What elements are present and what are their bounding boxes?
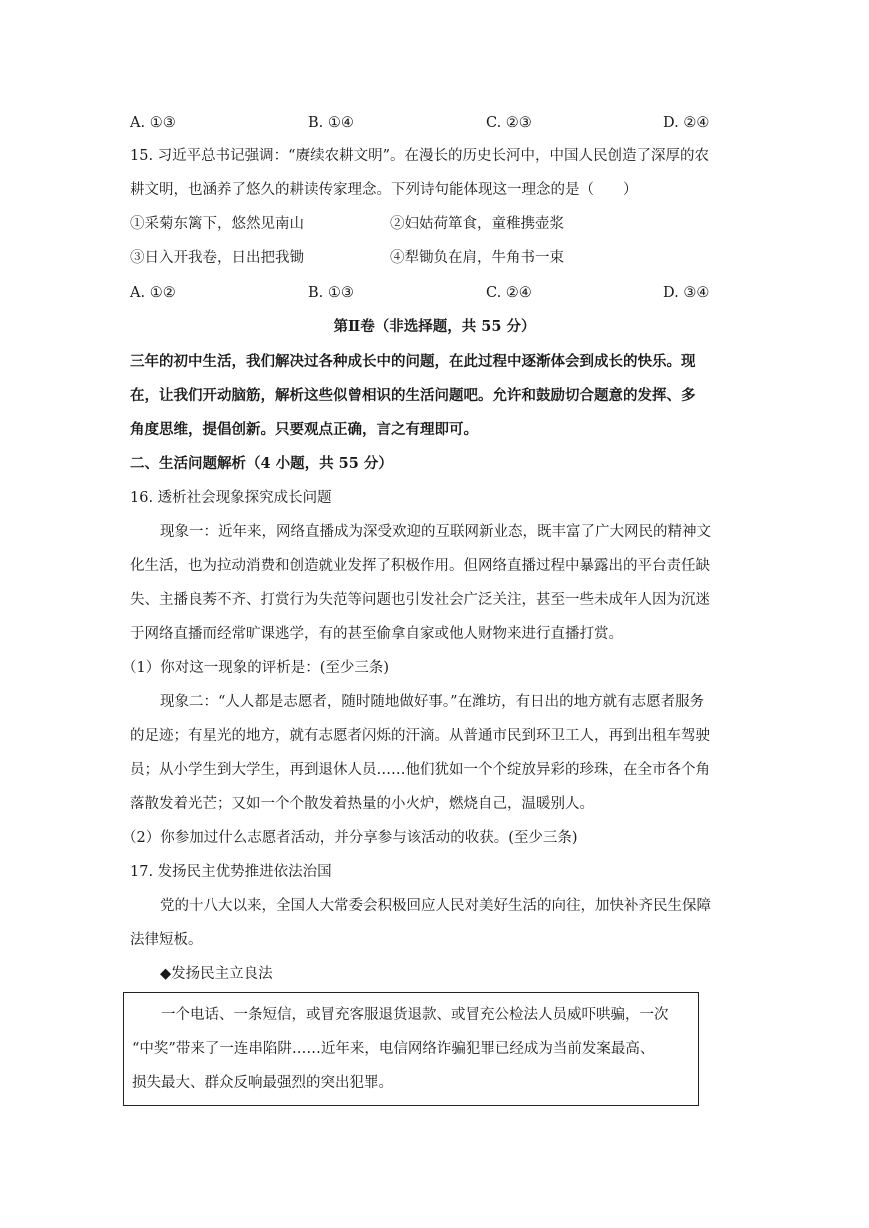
- option-d: D. ②④: [663, 115, 710, 131]
- q16-subquestion-2: （2）你参加过什么志愿者活动，并分享参与该活动的收获。(至少三条): [122, 830, 578, 846]
- section-heading: 二、生活问题解析（4 小题，共 55 分）: [130, 455, 393, 472]
- q15-question-line-1: 15. 习近平总书记强调：“赓续农耕文明”。在漫长的历史长河中，中国人民创造了深厚的农: [130, 148, 709, 164]
- q14-options: [130, 113, 730, 133]
- q16-subquestion-1: （1）你对这一现象的评析是：(至少三条): [122, 660, 390, 676]
- box-line-2: “中奖”带来了一连串陷阱……近年来，电信网络诈骗犯罪已经成为当前发案最高、: [132, 1041, 655, 1057]
- option-b: B. ①④: [308, 115, 354, 131]
- q17-paragraph-line-2: 法律短板。: [130, 932, 203, 948]
- q16-paragraph-1-line-2: 化生活，也为拉动消费和创造就业发挥了积极作用。但网络直播过程中暴露出的平台责任缺: [130, 558, 710, 574]
- option-b: B. ①③: [308, 285, 354, 301]
- q17-paragraph-line-1: 党的十八大以来，全国人大常委会积极回应人民对美好生活的向往，加快补齐民生保障: [160, 898, 711, 914]
- option-a: A. ①②: [130, 285, 176, 301]
- option-c: C. ②④: [486, 285, 532, 301]
- part2-intro-line-3: 角度思维，提倡创新。只要观点正确，言之有理即可。: [130, 421, 478, 438]
- q16-title: 16. 透析社会现象探究成长问题: [130, 490, 332, 506]
- q16-paragraph-2-line-3: 员；从小学生到大学生，再到退休人员……他们犹如一个个绽放异彩的珍珠，在全市各个角: [130, 762, 710, 778]
- q16-paragraph-2-line-4: 落散发着光芒；又如一个个散发着热量的小火炉，燃烧自己，温暖别人。: [130, 796, 594, 812]
- q17-bullet-heading: ◆发扬民主立良法: [160, 966, 273, 982]
- option-c: C. ②③: [486, 115, 532, 131]
- q16-paragraph-2-line-2: 的足迹；有星光的地方，就有志愿者闪烁的汗滴。从普通市民到环卫工人，再到出租车驾驶: [130, 728, 710, 744]
- part2-intro-line-2: 在，让我们开动脑筋，解析这些似曾相识的生活问题吧。允许和鼓励切合题意的发挥、多: [130, 387, 696, 404]
- q15-question-line-2: 耕文明，也涵养了悠久的耕读传家理念。下列诗句能体现这一理念的是（ ）: [130, 182, 638, 198]
- option-d: D. ③④: [663, 285, 710, 301]
- q16-paragraph-1-line-3: 失、主播良莠不齐、打赏行为失范等问题也引发社会广泛关注，甚至一些未成年人因为沉迷: [130, 592, 710, 608]
- part2-title: 第Ⅱ卷（非选择题，共 55 分）: [333, 318, 536, 335]
- q15-statement-4: ④犁锄负在肩，牛角书一束: [390, 250, 564, 266]
- q16-paragraph-2-line-1: 现象二：“人人都是志愿者，随时随地做好事。”在潍坊，有日出的地方就有志愿者服务: [160, 694, 705, 710]
- q15-options: [130, 283, 730, 303]
- q16-paragraph-1-line-1: 现象一：近年来，网络直播成为深受欢迎的互联网新业态，既丰富了广大网民的精神文: [160, 524, 711, 540]
- box-line-3: 损失最大、群众反响最强烈的突出犯罪。: [132, 1075, 393, 1091]
- part2-intro-line-1: 三年的初中生活，我们解决过各种成长中的问题，在此过程中逐渐体会到成长的快乐。现: [130, 353, 696, 370]
- q17-material-box: [123, 992, 699, 1106]
- q15-statement-3: ③日入开我卷，日出把我锄: [130, 250, 304, 266]
- q15-statement-1: ①采菊东篱下，悠然见南山: [130, 216, 304, 232]
- q15-statement-2: ②妇姑荷箪食，童稚携壶浆: [390, 216, 564, 232]
- box-line-1: 一个电话、一条短信，或冒充客服退货退款、或冒充公检法人员威吓哄骗，一次: [161, 1007, 669, 1023]
- q17-title: 17. 发扬民主优势推进依法治国: [130, 864, 332, 880]
- q16-paragraph-1-line-4: 于网络直播而经常旷课逃学，有的甚至偷拿自家或他人财物来进行直播打赏。: [130, 626, 623, 642]
- option-a: A. ①③: [130, 115, 176, 131]
